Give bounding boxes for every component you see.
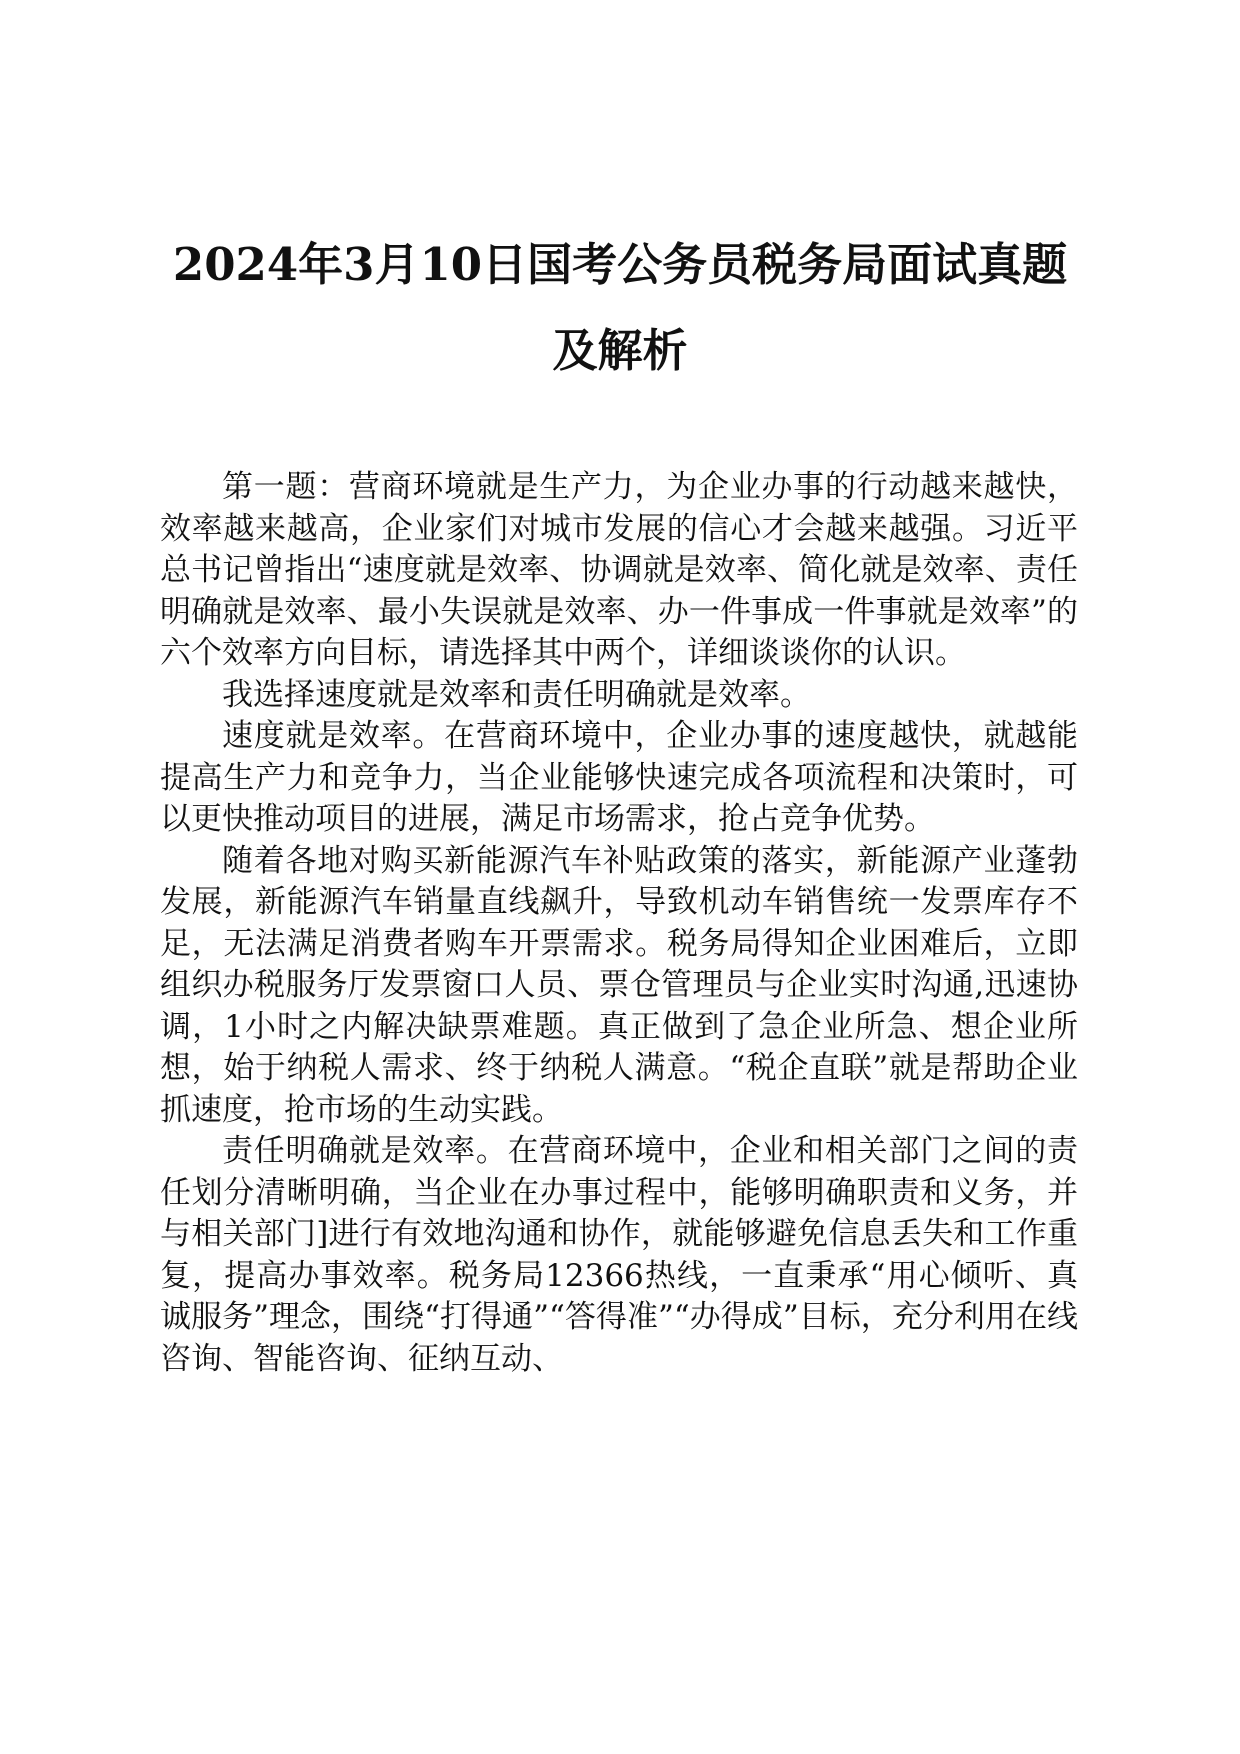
title-line-1: 2024年3月10日国考公务员税务局面试真题 [172, 238, 1068, 291]
paragraph-question: 第一题：营商环境就是生产力，为企业办事的行动越来越快，效率越来越高，企业家们对城市发展的信心才会越来越强。习近平总书记曾指出“速度就是效率、协调就是效率、简化就是效率、责任明确就是效率、最小失误就是效率、办一件事成一件事就是效率”的六个效率方向目标，请选择其中两个，详细谈谈你的认识。 [160, 469, 1078, 671]
paragraph-choice: 我选择速度就是效率和责任明确就是效率。 [222, 676, 811, 713]
document-body [160, 467, 1078, 1380]
title-line-2: 及解析 [552, 324, 688, 377]
paragraph-responsibility: 责任明确就是效率。在营商环境中，企业和相关部门之间的责任划分清晰明确，当企业在办事过程中，能够明确职责和义务，并与相关部门]进行有效地沟通和协作，就能够避免信息丢失和工作重复，提高办事效率。税务局12366热线，一直秉承“用心倾听、真诚服务”理念，围绕“打得通”“答得准”“办得成”目标，充分利用在线咨询、智能咨询、征纳互动、 [160, 1133, 1078, 1377]
paragraph-speed: 速度就是效率。在营商环境中，企业办事的速度越快，就越能提高生产力和竞争力，当企业能够快速完成各项流程和决策时，可以更快推动项目的进展，满足市场需求，抢占竞争优势。 [160, 718, 1078, 837]
document-title [150, 222, 1090, 394]
paragraph-example-speed: 随着各地对购买新能源汽车补贴政策的落实，新能源产业蓬勃发展，新能源汽车销量直线飙升，导致机动车销售统一发票库存不足，无法满足消费者购车开票需求。税务局得知企业困难后，立即组织办税服务厅发票窗口人员、票仓管理员与企业实时沟通,迅速协调，1小时之内解决缺票难题。真正做到了急企业所急、想企业所想，始于纳税人需求、终于纳税人满意。“税企直联”就是帮助企业抓速度，抢市场的生动实践。 [160, 842, 1078, 1128]
